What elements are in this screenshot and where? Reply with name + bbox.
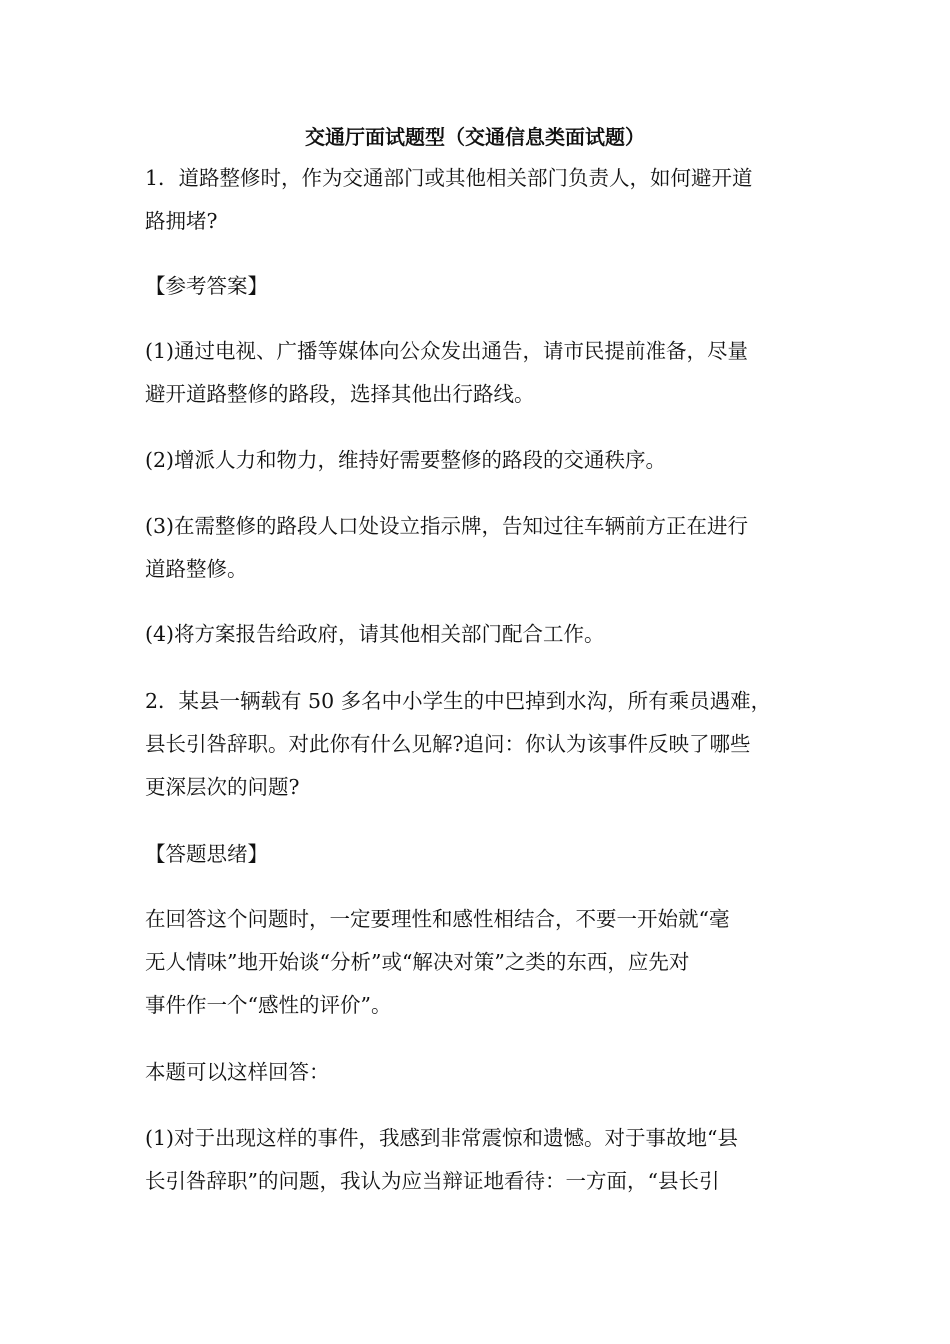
question-2 [145, 680, 820, 809]
answer-item-4 [145, 613, 820, 656]
approach-paragraph [145, 898, 820, 1027]
text-line: 本题可以这样回答： [145, 1060, 330, 1084]
answer-intro [145, 1051, 820, 1094]
text-line: 路拥堵? [145, 209, 218, 233]
text-line: 事件作一个“感性的评价”。 [145, 993, 392, 1017]
text-line: 1．道路整修时，作为交通部门或其他相关部门负责人，如何避开道 [145, 166, 753, 190]
answer-approach-heading [145, 833, 820, 876]
answer-2-item-1 [145, 1117, 820, 1203]
text-line: 在回答这个问题时，一定要理性和感性相结合，不要一开始就“毫 [145, 907, 730, 931]
text-line: (2)增派人力和物力，维持好需要整修的路段的交通秩序。 [145, 448, 667, 472]
answer-item-2 [145, 439, 820, 482]
question-1 [145, 157, 820, 243]
answer-item-1 [145, 330, 820, 416]
text-line: 更深层次的问题? [145, 775, 300, 799]
text-line: (3)在需整修的路段人口处设立指示牌，告知过往车辆前方正在进行 [145, 514, 749, 538]
text-line: (4)将方案报告给政府，请其他相关部门配合工作。 [145, 622, 605, 646]
text-line: 长引咎辞职”的问题，我认为应当辩证地看待：一方面，“县长引 [145, 1169, 720, 1193]
answer-item-3 [145, 505, 820, 591]
text-line: 避开道路整修的路段，选择其他出行路线。 [145, 382, 535, 406]
text-line: 【答题思绪】 [145, 842, 268, 866]
text-line: 无人情味”地开始谈“分析”或“解决对策”之类的东西，应先对 [145, 950, 690, 974]
text-line: 2．某县一辆载有 50 多名中小学生的中巴掉到水沟，所有乘员遇难， [145, 689, 772, 713]
text-line: 【参考答案】 [145, 274, 268, 298]
text-line: 县长引咎辞职。对此你有什么见解?追问：你认为该事件反映了哪些 [145, 732, 751, 756]
document-title: 交通厅面试题型（交通信息类面试题） [305, 125, 645, 149]
text-line: (1)通过电视、广播等媒体向公众发出通告，请市民提前准备，尽量 [145, 339, 749, 363]
reference-answer-heading [145, 265, 820, 308]
text-line: 道路整修。 [145, 557, 248, 581]
text-line: (1)对于出现这样的事件，我感到非常震惊和遗憾。对于事故地“县 [145, 1126, 739, 1150]
